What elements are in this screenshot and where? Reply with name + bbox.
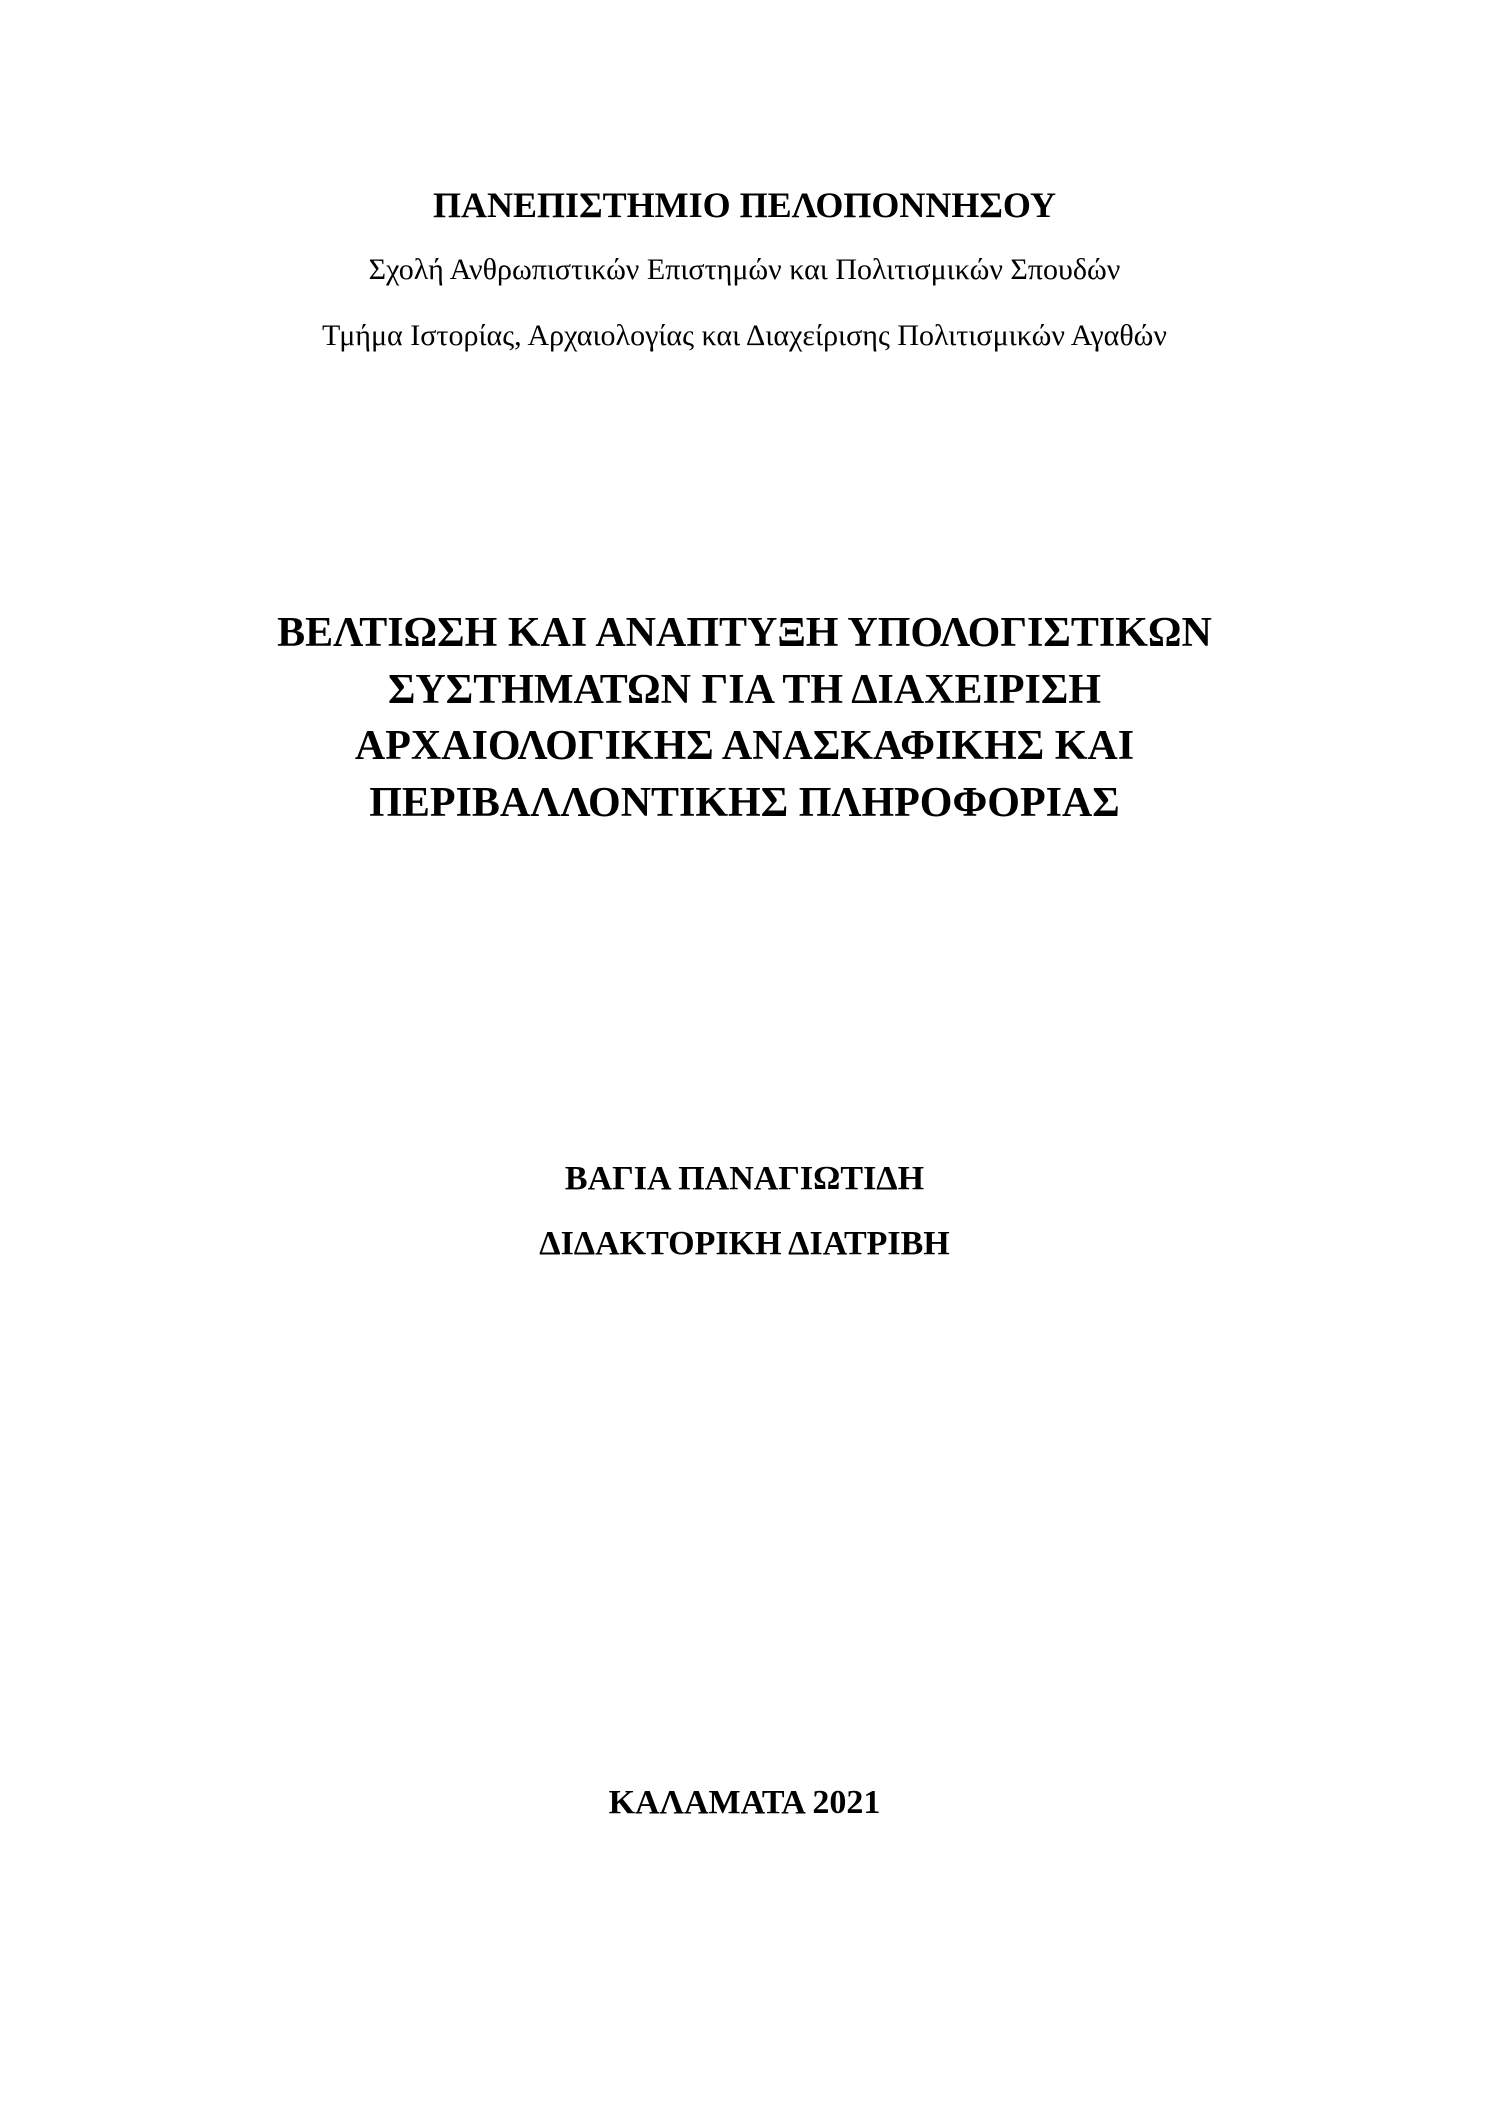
school-name: Σχολή Ανθρωπιστικών Επιστημών και Πολιτισμικών Σπουδών [368, 253, 1121, 286]
document-type: ΔΙΔΑΚΤΟΡΙΚΗ ΔΙΑΤΡΙΒΗ [539, 1225, 950, 1262]
author-name: ΒΑΓΙΑ ΠΑΝΑΓΙΩΤΙΔΗ [564, 1160, 925, 1197]
university-name: ΠΑΝΕΠΙΣΤΗΜΙΟ ΠΕΛΟΠΟΝΝΗΣΟΥ [433, 185, 1056, 225]
place-year: ΚΑΛΑΜΑΤΑ 2021 [608, 1784, 881, 1821]
thesis-title-line-4: ΠΕΡΙΒΑΛΛΟΝΤΙΚΗΣ ΠΛΗΡΟΦΟΡΙΑΣ [369, 780, 1120, 826]
thesis-title-line-2: ΣΥΣΤΗΜΑΤΩΝ ΓΙΑ ΤΗ ΔΙΑΧΕΙΡΙΣΗ [387, 667, 1102, 713]
thesis-title-line-3: ΑΡΧΑΙΟΛΟΓΙΚΗΣ ΑΝΑΣΚΑΦΙΚΗΣ ΚΑΙ [354, 723, 1135, 769]
thesis-title-line-1: ΒΕΛΤΙΩΣΗ ΚΑΙ ΑΝΑΠΤΥΞΗ ΥΠΟΛΟΓΙΣΤΙΚΩΝ [277, 610, 1212, 656]
department-name: Τμήμα Ιστορίας, Αρχαιολογίας και Διαχείρισης Πολιτισμικών Αγαθών [321, 319, 1167, 352]
